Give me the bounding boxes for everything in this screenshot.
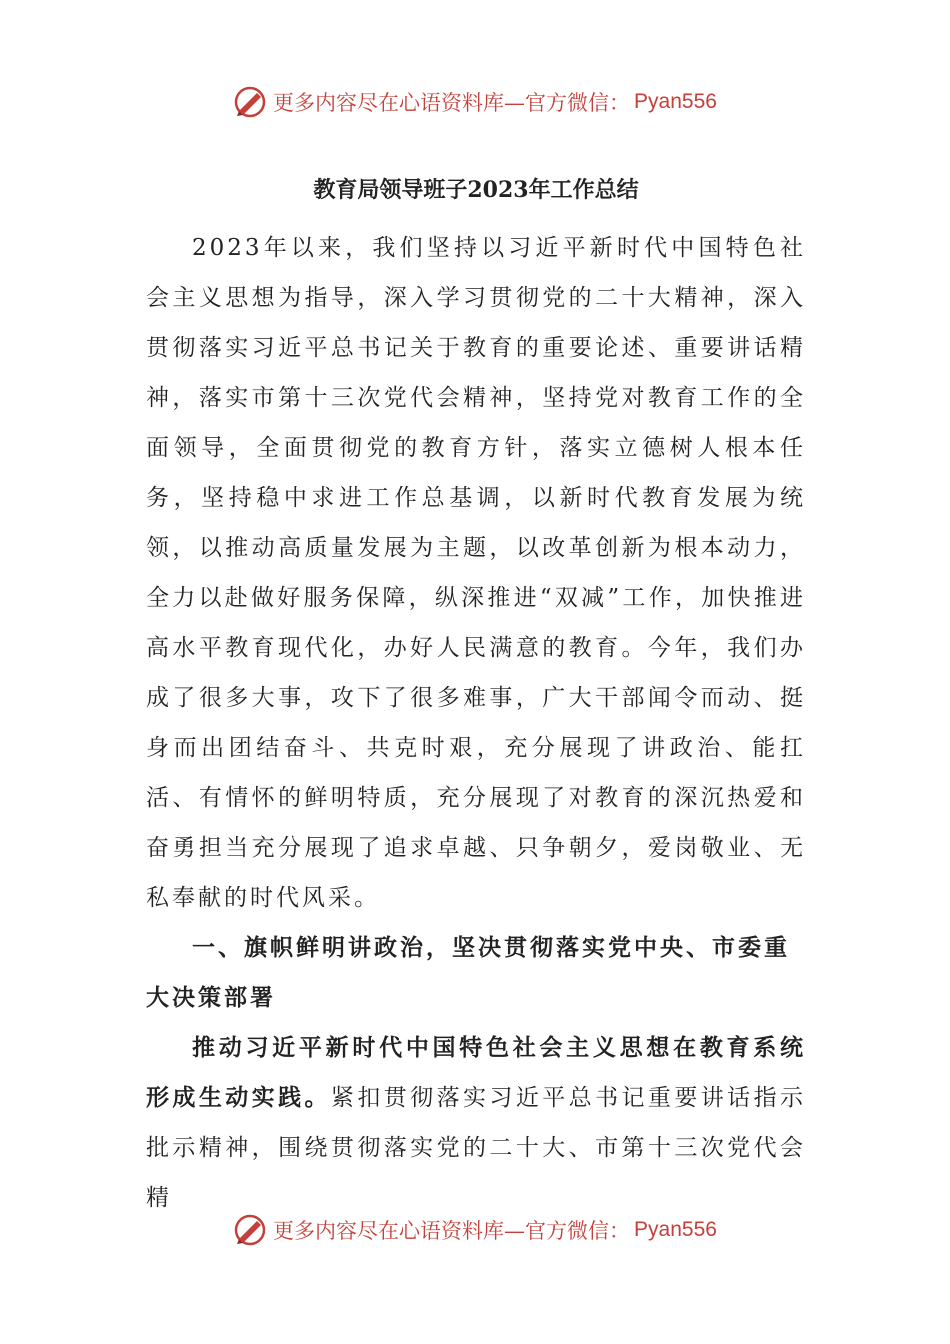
- section-1-heading: 一、旗帜鲜明讲政治，坚决贯彻落实党中央、市委重大决策部署: [146, 934, 790, 1011]
- watermark-text: 更多内容尽在心语资料库—官方微信：: [273, 1219, 631, 1243]
- pen-logo-icon: [233, 85, 267, 119]
- watermark-text: 更多内容尽在心语资料库—官方微信：: [273, 91, 631, 115]
- document-body: [146, 165, 806, 1223]
- pen-logo-icon: [233, 1213, 267, 1247]
- watermark-banner-top: [0, 82, 950, 122]
- section-1-lead: 推动习近平新时代中国特色社会主义思想在教育系统形成生动实践。: [146, 1034, 806, 1111]
- watermark-handle: Pyan556: [634, 90, 717, 113]
- watermark-banner-bottom: [0, 1210, 950, 1250]
- intro-paragraph: 2023年以来，我们坚持以习近平新时代中国特色社会主义思想为指导，深入学习贯彻党的二十大精神，深入贯彻落实习近平总书记关于教育的重要论述、重要讲话精神，落实市第十三次党代会精神，坚持党对教育工作的全面领导，全面贯彻党的教育方针，落实立德树人根本任务，坚持稳中求进工作总基调，以新时代教育发展为统领，以推动高质量发展为主题，以改革创新为根本动力，全力以赴做好服务保障，纵深推进“双减”工作，加快推进高水平教育现代化，办好人民满意的教育。今年，我们办成了很多大事，攻下了很多难事，广大干部闻令而动、挺身而出团结奋斗、共克时艰，充分展现了讲政治、能扛活、有情怀的鲜明特质，充分展现了对教育的深沉热爱和奋勇担当充分展现了追求卓越、只争朝夕，爱岗敬业、无私奉献的时代风采。: [146, 235, 806, 911]
- document-title: 教育局领导班子2023年工作总结: [313, 177, 639, 203]
- watermark-handle: Pyan556: [634, 1218, 717, 1241]
- section-1-paragraph: [146, 1023, 806, 1223]
- section-1-text: 紧扣贯彻落实习近平总书记重要讲话指示批示精神，围绕贯彻落实党的二十大、市第十三次党代会精: [146, 1085, 807, 1211]
